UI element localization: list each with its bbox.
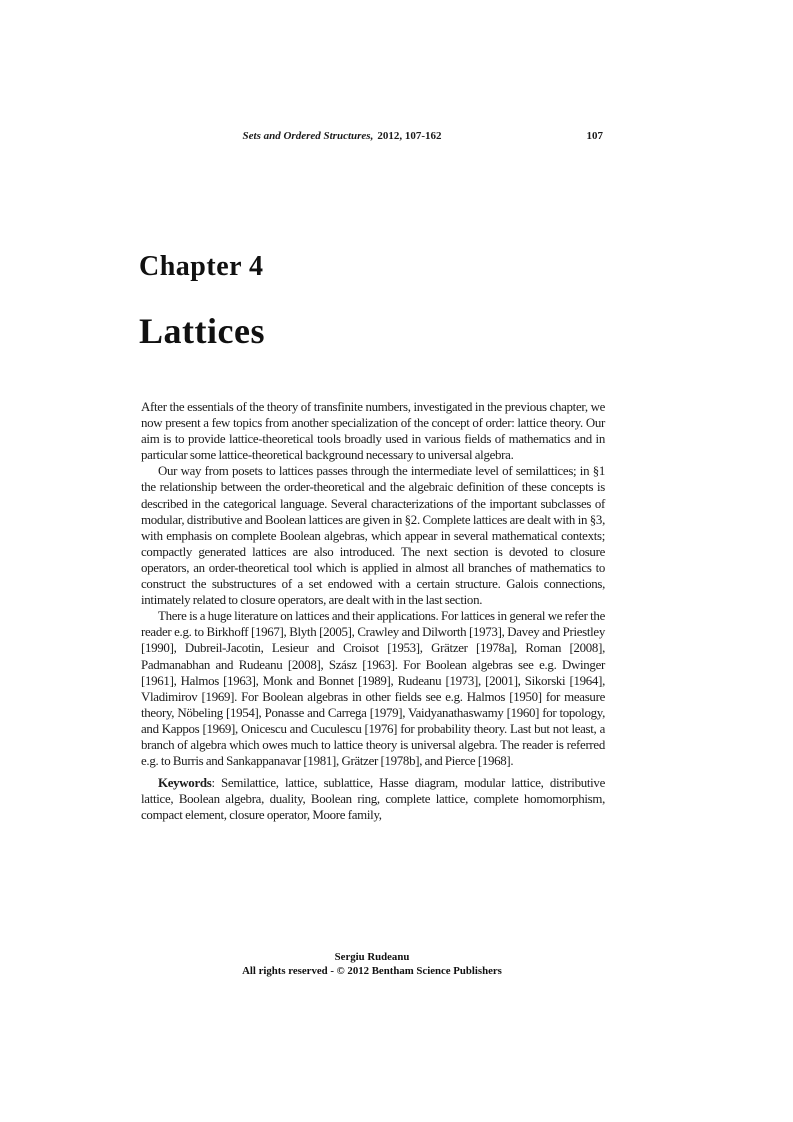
journal-reference [141, 130, 603, 143]
chapter-label: Chapter 4 [139, 251, 264, 282]
chapter-title: Lattices [139, 311, 265, 351]
keywords-list: : Semilattice, lattice, sublattice, Hasse diagram, modular lattice, distributive lattice, Boolean algebra, duality, Boolean ring, complete lattice, complete homomorphism, compact element, closure operator, Moore family, [141, 776, 605, 823]
chapter-body [141, 399, 605, 823]
keywords-label: Keywords [158, 776, 212, 791]
journal-issue-info: 2012, 107-162 [377, 130, 442, 142]
author-name: Sergiu Rudeanu [334, 951, 410, 963]
page-number: 107 [586, 130, 603, 142]
page-footer [141, 951, 603, 978]
keywords-paragraph [141, 775, 605, 823]
running-header [141, 130, 603, 143]
paragraph-overview: Our way from posets to lattices passes through the intermediate level of semilattices; in §1 the relationship between the order-theoretical and the algebraic definition of these concepts is described in the categorical language. Several characterizations of the important subclasses of modular, distributive and Boolean lattices are given in §2. Complete lattices are dealt with in §3, with emphasis on complete Boolean algebras, which appear in several mathematical contexts; compactly generated lattices are also introduced. The next section is devoted to closure operators, an order-theoretical tool which is applied in almost all branches of mathematics to construct the substructures of a set endowed with a certain structure. Galois connections, intimately related to closure operators, are dealt with in the last section. [141, 464, 605, 608]
paragraph-literature: There is a huge literature on lattices and their applications. For lattices in general we refer the reader e.g. to Birkhoff [1967], Blyth [2005], Crawley and Dilworth [1973], Davey and Priestley [1990], Dubreil-Jacotin, Lesieur and Croisot [1953], Grätzer [1978a], Roman [2008], Padmanabhan and Rudeanu [2008], Szász [1963]. For Boolean algebras see e.g. Dwinger [1961], Halmos [1963], Monk and Bonnet [1989], Rudeanu [1973], [2001], Sikorski [1964], Vladimirov [1969]. For Boolean algebras in other fields see e.g. Halmos [1950] for measure theory, Nöbeling [1954], Ponasse and Carrega [1979], Vaidyanathaswamy [1960] for topology, and Kappos [1969], Onicescu and Cuculescu [1976] for probability theory. Last but not least, a branch of algebra which owes much to lattice theory is universal algebra. The reader is referred e.g. to Burris and Sankappanavar [1981], Grätzer [1978b], and Pierce [1968]. [141, 609, 605, 769]
copyright-notice: All rights reserved - © 2012 Bentham Science Publishers [242, 964, 502, 977]
paragraph-intro: After the essentials of the theory of transfinite numbers, investigated in the previous chapter, we now present a few topics from another specialization of the concept of order: lattice theory. Our aim is to provide lattice-theoretical tools broadly used in various fields of mathematics and in particular some lattice-theoretical background necessary to universal algebra. [141, 400, 605, 463]
journal-title: Sets and Ordered Structures, [242, 130, 374, 142]
